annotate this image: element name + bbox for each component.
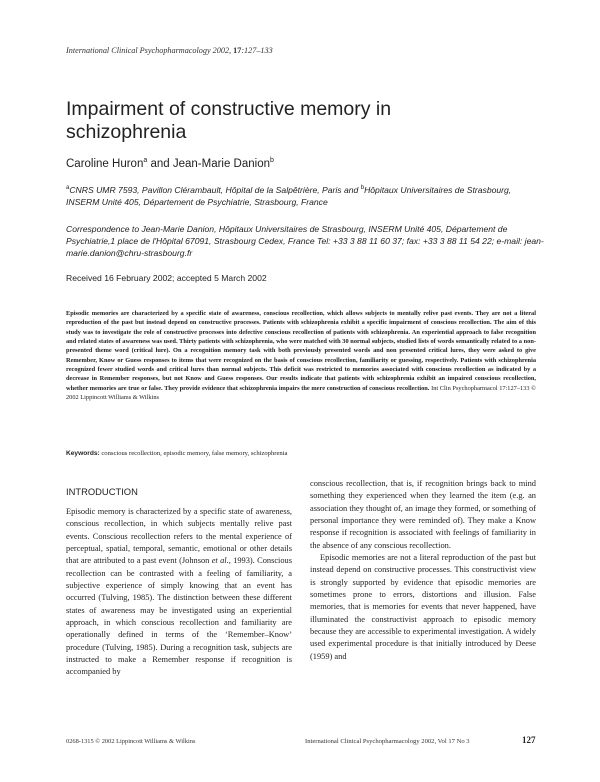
affiliation-marker: a <box>143 157 148 164</box>
citation-etal: et al. <box>211 556 229 566</box>
page-number: 127 <box>522 735 536 745</box>
journal-header-prefix: International Clinical Psychopharmacology 2002, <box>66 46 234 55</box>
affiliations <box>66 182 536 208</box>
footer-copyright: 0268-1315 © 2002 Lippincott Williams & Wilkins <box>66 738 196 745</box>
correspondence: Correspondence to Jean-Marie Danion, Hôpitaux Universitaires de Strasbourg, INSERM Unité 405, Département de Psychiatrie,1 place de l'Hôpital 67091, Strasbourg Cedex, France Tel: +33 3 88 11 60 37; fax: +33 3 88 11 54 22; e-mail: jean-marie.danion@chru-strasbourg.fr <box>66 224 544 259</box>
author-name: Caroline Huron <box>66 157 144 170</box>
paragraph-text: , 1993). Conscious recollection can be contrasted with a feeling of familiarity, a subjective experience of simply knowing that an event has occurred (Tulving, 1985). The distinction between these different states of awareness may be investigated using an experiential approach, in which conscious recollection and familiarity are operationally defined in terms of the ‘Remember–Know’ procedure (Tulving, 1985). During a recognition task, subjects are instructed to make a Remember response if recognition is accompanied by <box>66 556 293 677</box>
author-line <box>66 157 274 170</box>
author-name: Jean-Marie Danion <box>172 157 271 170</box>
affiliation-text: CNRS UMR 7593, Pavillon Clérambault, Hôpital de la Salpêtrière, Paris and <box>69 184 361 195</box>
received-dates: Received 16 February 2002; accepted 5 March 2002 <box>66 273 267 283</box>
paragraph: conscious recollection, that is, if recognition brings back to mind something they experienced when they learned the item (e.g. an association they thought of, an image they formed, or something of personal importance they were reminded of). They make a Know response if recognition is associated with feelings of familiarity in the absence of any conscious recollection. <box>310 479 536 550</box>
right-column <box>310 478 536 663</box>
journal-volume: 17 <box>233 46 242 55</box>
abstract-citation: Int Clin Psychopharmacol 17:127–133 © 2002 Lippincott Williams & Wilkins <box>66 384 536 402</box>
journal-header <box>66 46 273 55</box>
paragraph <box>66 506 292 679</box>
journal-pages: :127–133 <box>241 46 273 55</box>
affiliation-marker: b <box>270 157 274 164</box>
keywords-label: Keywords: <box>66 450 100 457</box>
affiliation-marker: b <box>360 185 365 191</box>
abstract <box>66 309 536 402</box>
affiliation-marker: a <box>66 185 70 191</box>
paragraph: Episodic memories are not a literal reproduction of the past but instead depend on constructive processes. This constructivist view is strongly supported by evidence that episodic memories are sometimes prone to errors, distortions and illusion. False memories, that is memories for events that never happened, have illuminated the constructivist approach to episodic memory because they are accessible to experimental investigation. A widely used experimental procedure is that initially introduced by Deese (1959) and <box>310 553 536 661</box>
footer-journal: International Clinical Psychopharmacology 2002, Vol 17 No 3 <box>305 738 470 745</box>
left-column <box>66 506 292 679</box>
paragraph-text: Episodic memory is characterized by a specific state of awareness, conscious recollection, in which subjects mentally relive past events. Conscious recollection refers to the mental experience of perceptual, spatial, temporal, semantic, emotional or other details that are attributed to a past event (Johnson <box>66 507 292 566</box>
affiliation-text: Hôpitaux Universitaires de Strasbourg, INSERM Unité 405, Département de Psychiatrie, Strasbourg, France <box>66 184 512 208</box>
section-heading: INTRODUCTION <box>66 486 138 497</box>
keywords <box>66 450 287 457</box>
keywords-text: conscious recollection, episodic memory, false memory, schizophrenia <box>99 450 288 457</box>
paper-title: Impairment of constructive memory in schizophrenia <box>66 98 392 143</box>
author-conjunction: and <box>147 157 173 170</box>
abstract-text: Episodic memories are characterized by a specific state of awareness, conscious recollection, which allows subjects to mentally relive past events. They are not a literal reproduction of the past but instead depend on constructive processes. Patients with schizophrenia exhibit a specific impairment of conscious recollection. The aim of this study was to investigate the role of constructive processes into defective conscious recollection of patients with schizophrenia. An experiential approach to false recognition and related states of awareness was used. Thirty patients with schizophrenia, who were matched with 30 normal subjects, studied lists of words semantically related to a non-presented theme word (critical lure). On a recognition memory task with both previously presented words and non presented critical lures, they were asked to give Remember, Know or Guess responses to items that were recognized on the basis of conscious recollection, familiarity or guessing, respectively. Patients with schizophrenia recognized fewer studied words and critical lures than normal subjects. This deficit was restricted to memories associated with conscious recollection as indicated by a decrease in Remember responses, but not Know and Guess responses. Our results indicate that patients with schizophrenia exhibit an impaired conscious recollection, whether memories are true or false. They provide evidence that schizophrenia impairs the mere construction of conscious recollection. <box>66 310 536 392</box>
